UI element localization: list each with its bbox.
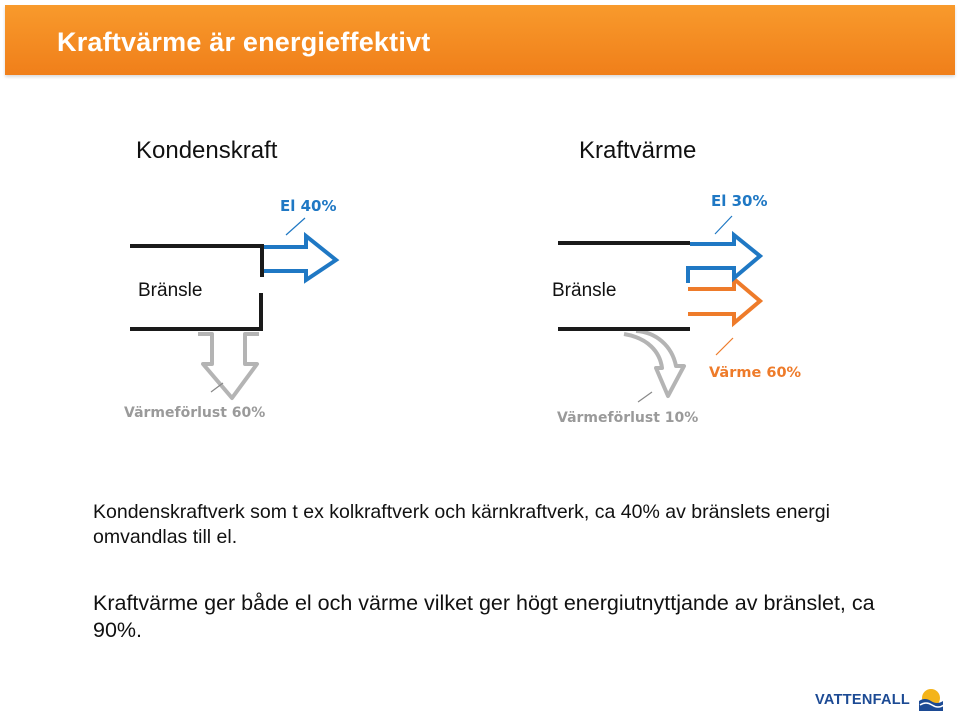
- right-loss-label: Värmeförlust 10%: [557, 410, 699, 426]
- left-el-label: El 40%: [280, 197, 337, 215]
- left-loss-label: Värmeförlust 60%: [124, 405, 266, 421]
- paragraph-chp: Kraftvärme ger både el och värme vilket ger högt energiutnyttjande av bränslet, ca 90%.: [93, 591, 875, 642]
- vattenfall-sun-icon: [916, 687, 946, 713]
- right-el-pointer: [715, 216, 732, 234]
- left-flow-diagram: [124, 197, 337, 421]
- right-fuel-label: Bränsle: [552, 280, 617, 301]
- vattenfall-logo: [815, 686, 946, 714]
- left-fuel-label: Bränsle: [138, 280, 203, 301]
- right-el-arrow: [688, 235, 760, 283]
- paragraph-condensing-power: Kondenskraftverk som t ex kolkraftverk och kärnkraftverk, ca 40% av bränslets energi omvandlas till el.: [93, 501, 830, 548]
- right-el-label: El 30%: [711, 192, 768, 210]
- left-el-pointer: [286, 218, 305, 235]
- left-fuel-top-line: [130, 246, 262, 277]
- logo-text: VATTENFALL: [815, 692, 911, 708]
- right-heat-pointer: [716, 338, 733, 355]
- right-loss-arrow: [624, 331, 684, 396]
- right-diagram-heading: Kraftvärme: [579, 137, 697, 164]
- right-loss-pointer: [638, 392, 652, 402]
- right-heat-arrow: [688, 279, 760, 323]
- page-title: Kraftvärme är energieffektivt: [57, 27, 431, 57]
- left-diagram-heading: Kondenskraft: [136, 137, 278, 164]
- right-flow-diagram: [552, 192, 802, 426]
- left-el-arrow: [262, 236, 336, 280]
- left-loss-arrow: [198, 334, 259, 398]
- right-heat-label: Värme 60%: [709, 365, 802, 381]
